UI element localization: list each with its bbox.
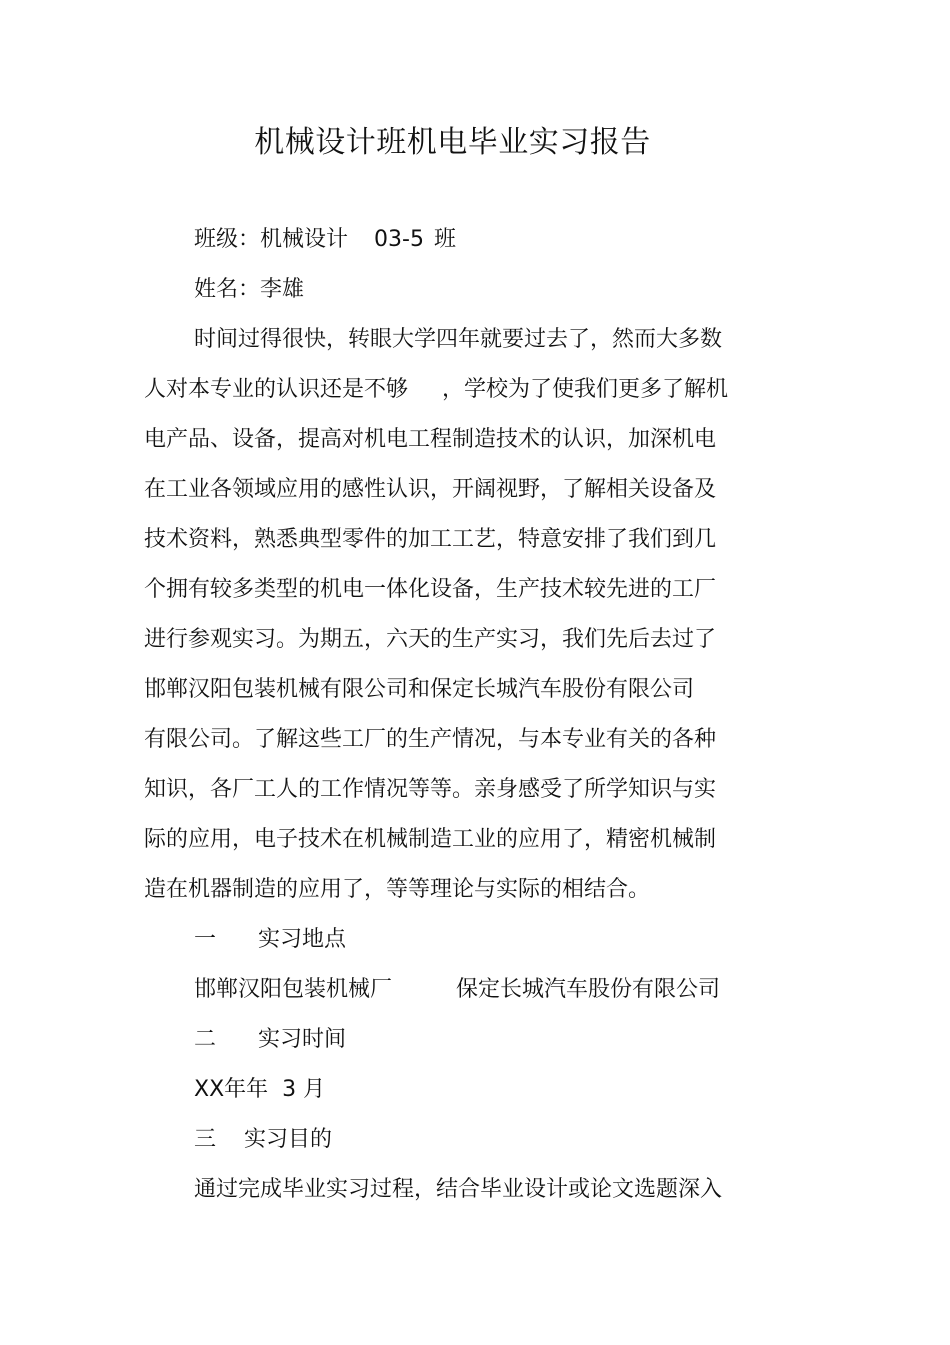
class-number: 03-5: [374, 227, 424, 252]
paragraph-line: 时间过得很快，转眼大学四年就要过去了，然而大多数: [194, 327, 723, 352]
paragraph-line: 际的应用，电子技术在机械制造工业的应用了，精密机械制: [144, 827, 717, 852]
paragraph-line: 有限公司。了解这些工厂的生产情况，与本专业有关的各种: [144, 727, 717, 752]
paragraph-line: 电产品、设备，提高对机电工程制造技术的认识，加深机电: [144, 427, 717, 452]
section-title: 实习地点: [258, 927, 347, 952]
section-number: 三: [194, 1127, 217, 1152]
section-heading-purpose: [194, 1125, 332, 1155]
time-line: [194, 1075, 325, 1105]
paragraph-line: 技术资料，熟悉典型零件的加工工艺，特意安排了我们到几: [144, 527, 717, 552]
paragraph-line: 邯郸汉阳包装机械有限公司和保定长城汽车股份有限公司: [144, 677, 695, 702]
class-suffix: 班: [433, 227, 456, 252]
time-value: XX年年: [194, 1077, 269, 1102]
name-line: 姓名：李雄: [194, 277, 305, 302]
class-line: [194, 225, 456, 255]
section-heading-location: [194, 925, 346, 955]
paragraph-line: 进行参观实习。为期五，六天的生产实习，我们先后去过了: [144, 627, 717, 652]
paragraph-line: 在工业各领域应用的感性认识，开阔视野，了解相关设备及: [144, 477, 717, 502]
time-month: 3 月: [282, 1077, 326, 1102]
purpose-line: 通过完成毕业实习过程，结合毕业设计或论文选题深入: [194, 1177, 723, 1202]
class-label: 班级：机械设计: [194, 227, 349, 252]
paragraph-fragment: 人对本专业的认识还是不够: [144, 377, 409, 402]
section-number: 二: [194, 1027, 217, 1052]
location-item: 邯郸汉阳包装机械厂: [194, 977, 393, 1002]
section-title: 实习时间: [258, 1027, 347, 1052]
paragraph-line: 造在机器制造的应用了，等等理论与实际的相结合。: [144, 877, 651, 902]
document-title: 机械设计班机电毕业实习报告: [254, 125, 651, 160]
paragraph-line: 知识，各厂工人的工作情况等等。亲身感受了所学知识与实: [144, 777, 717, 802]
locations-line: [194, 975, 720, 1005]
paragraph-fragment: ，学校为了使我们更多了解机: [442, 377, 729, 402]
paragraph-line: [144, 375, 728, 405]
location-item: 保定长城汽车股份有限公司: [456, 977, 721, 1002]
paragraph-line: 个拥有较多类型的机电一体化设备，生产技术较先进的工厂: [144, 577, 717, 602]
section-heading-time: [194, 1025, 346, 1055]
section-title: 实习目的: [244, 1127, 333, 1152]
section-number: 一: [194, 927, 217, 952]
